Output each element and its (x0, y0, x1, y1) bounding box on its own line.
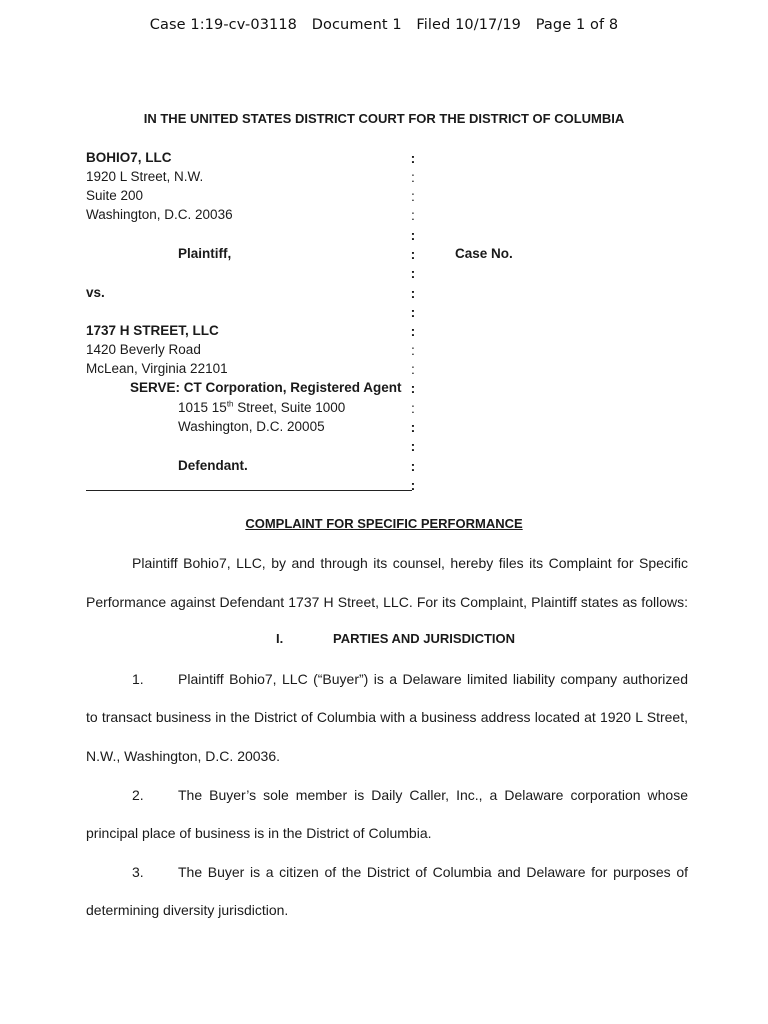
paragraph-line: to transact business in the District of Columbia with a business address located at 1920 L Street, (86, 709, 688, 725)
section-number: I. (276, 631, 284, 646)
document-number: Document 1 (311, 17, 402, 33)
caption-separator: : (410, 458, 416, 474)
plaintiff-address-line: Suite 200 (86, 188, 144, 203)
caption-separator: : (411, 400, 415, 416)
paragraph-line: The Buyer is a citizen of the District of Columbia and Delaware for purposes of (178, 864, 688, 880)
caption-underline (86, 490, 412, 491)
paragraph-line: principal place of business is in the District of Columbia. (86, 825, 432, 841)
paragraph-line: The Buyer’s sole member is Daily Caller, Inc., a Delaware corporation whose (178, 787, 688, 803)
paragraph-number: 3. (132, 864, 144, 880)
caption-separator: : (410, 150, 416, 166)
ecf-header (0, 17, 768, 33)
caption-separator: : (411, 361, 415, 377)
paragraph-number: 1. (132, 671, 144, 687)
paragraph-line: determining diversity jurisdiction. (86, 902, 289, 918)
section-name: PARTIES AND JURISDICTION (333, 631, 516, 646)
paragraph-number: 2. (132, 787, 144, 803)
caption-separator: : (411, 188, 415, 204)
defendant-address-line: McLean, Virginia 22101 (86, 361, 228, 376)
defendant-label: Defendant. (178, 458, 248, 473)
paragraph-line: Plaintiff Bohio7, LLC (“Buyer”) is a Delaware limited liability company authorized (178, 671, 688, 687)
plaintiff-address-line: Washington, D.C. 20036 (86, 207, 233, 222)
paragraph-line: N.W., Washington, D.C. 20036. (86, 748, 281, 764)
caption-separator: : (410, 323, 416, 339)
caption-separator: : (410, 380, 416, 396)
caption-separator: : (410, 304, 416, 320)
caption-separator: : (410, 265, 416, 281)
court-heading: IN THE UNITED STATES DISTRICT COURT FOR THE DISTRICT OF COLUMBIA (143, 111, 625, 126)
case-number: Case 1:19-cv-03118 (149, 17, 297, 33)
defendant-address-line: 1420 Beverly Road (86, 342, 201, 357)
complaint-title: COMPLAINT FOR SPECIFIC PERFORMANCE (245, 516, 523, 531)
registered-agent: SERVE: CT Corporation, Registered Agent (130, 380, 402, 395)
caption-separator: : (410, 438, 416, 454)
caption-separator: : (411, 342, 415, 358)
filed-date: Filed 10/17/19 (416, 17, 522, 33)
page-number: Page 1 of 8 (535, 17, 619, 33)
caption-separator: : (410, 419, 416, 435)
plaintiff-name: BOHIO7, LLC (86, 150, 172, 165)
plaintiff-label: Plaintiff, (178, 246, 232, 261)
caption-separator: : (410, 246, 416, 262)
agent-address-line: Washington, D.C. 20005 (178, 419, 325, 434)
caption-separator: : (411, 207, 415, 223)
caption-separator: : (410, 227, 416, 243)
agent-address-line: 1015 15th Street, Suite 1000 (178, 399, 346, 415)
defendant-name: 1737 H STREET, LLC (86, 323, 219, 338)
case-no-label: Case No. (455, 246, 513, 261)
caption-separator: : (411, 169, 415, 185)
caption-separator: : (410, 285, 416, 301)
intro-line: Performance against Defendant 1737 H Street, LLC. For its Complaint, Plaintiff states as follows: (86, 594, 688, 610)
caption-separator: : (410, 477, 416, 493)
plaintiff-address-line: 1920 L Street, N.W. (86, 169, 204, 184)
intro-line: Plaintiff Bohio7, LLC, by and through its counsel, hereby files its Complaint for Specific (132, 555, 688, 571)
versus-label: vs. (86, 285, 105, 300)
